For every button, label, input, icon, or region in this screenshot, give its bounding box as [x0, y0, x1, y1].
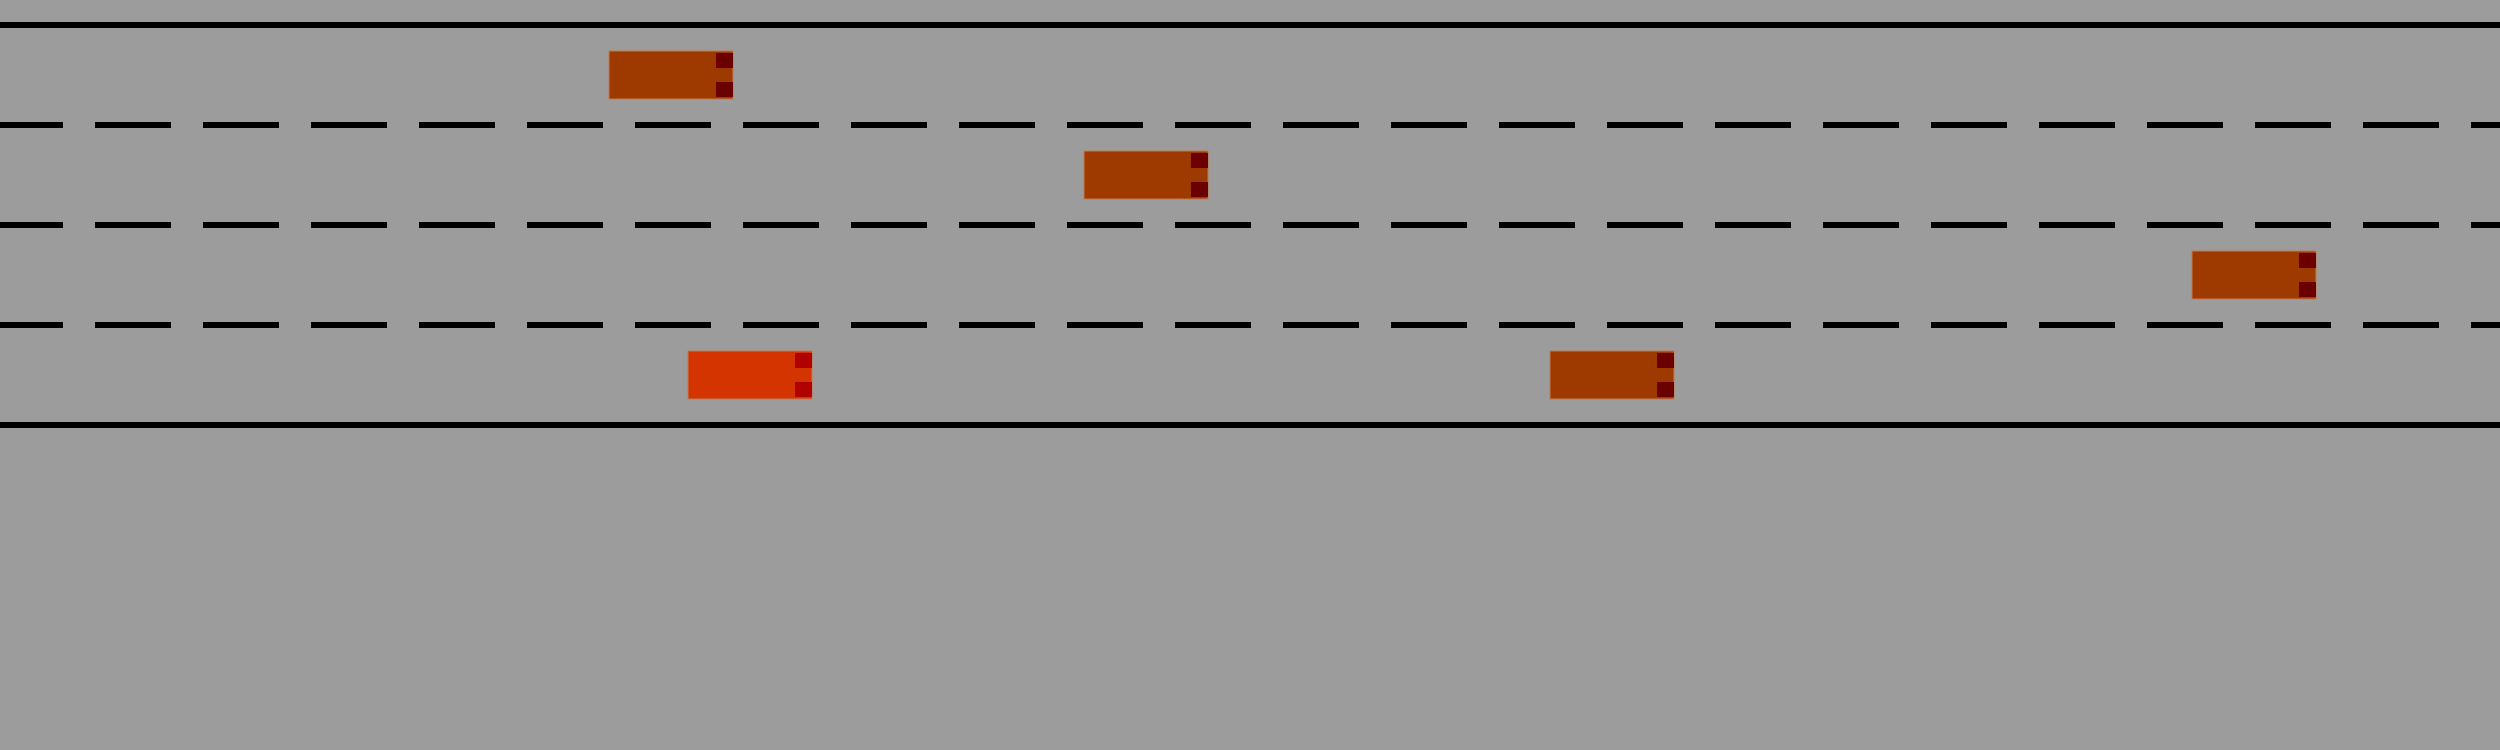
headlight-left — [716, 53, 733, 68]
headlight-left — [795, 353, 812, 368]
vehicle-body — [609, 51, 733, 99]
headlight-left — [1657, 353, 1674, 368]
vehicle-body — [2192, 251, 2316, 299]
headlight-left — [1191, 153, 1208, 168]
vehicle-body — [1084, 151, 1208, 199]
headlight-right — [2299, 282, 2316, 297]
vehicle-car-1 — [609, 51, 733, 99]
vehicle-car-3 — [2192, 251, 2316, 299]
headlight-right — [716, 82, 733, 97]
vehicle-body — [688, 351, 812, 399]
ego-vehicle — [688, 351, 812, 399]
headlight-right — [795, 382, 812, 397]
headlight-left — [2299, 253, 2316, 268]
headlight-right — [1191, 182, 1208, 197]
vehicle-body — [1550, 351, 1674, 399]
headlight-right — [1657, 382, 1674, 397]
vehicle-car-4 — [1550, 351, 1674, 399]
vehicle-car-2 — [1084, 151, 1208, 199]
